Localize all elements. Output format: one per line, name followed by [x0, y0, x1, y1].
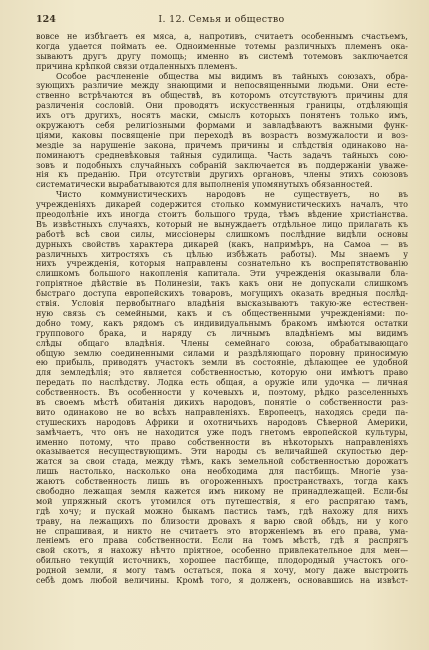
text-line: ею прибыль, приводятъ участокъ земли въ состояніе, дѣлающее ее удобной [36, 358, 408, 368]
text-line: ственно встрѣчаются въ обществѣ, въ которомъ отсутствуютъ причины для [36, 91, 408, 101]
text-line: причина крѣпкой связи отдаленныхъ племенъ. [36, 61, 238, 71]
text-line: общую землю соединенными силами и раздѣляющаго поровну приносимую [36, 348, 408, 358]
text-line: поминаютъ средневѣковыя тайныя судилища. Часть задачъ тайныхъ сою- [36, 150, 408, 160]
text-line: собственность. Въ особенности у кочевыхъ и, поэтому, рѣдко разселенныхъ [36, 388, 408, 398]
running-title: I. 12. Семья и общество [158, 14, 285, 25]
text-line: быстраго доступа европейскихъ товаровъ, могущихъ оказать вредныя послѣд- [36, 289, 408, 299]
text-line: ную связь съ семейными, какъ и съ общественными учрежденіями: по- [36, 308, 408, 318]
text-line: мой упряжный скотъ утомился отъ путешествія, я его распрягаю тамъ, [36, 496, 408, 506]
running-header [36, 14, 407, 28]
text-line: мездіе за нарушеніе закона, причемъ причины и слѣдствія одинаково на- [36, 140, 408, 150]
text-line: ціями, каковы посвященіе при переходѣ въ возрастъ возмужалости и воз- [36, 130, 408, 140]
page-number: 124 [36, 14, 56, 25]
text-line: вито одинаково не во всѣхъ направленіяхъ. Европеецъ, находясь среди па- [36, 407, 408, 417]
text-line: окружаютъ себя религіозными формами и завладѣваютъ важными функ- [36, 121, 408, 131]
text-line: лишь настолько, насколько она необходима для пастбищъ. Многіе уза- [36, 467, 408, 477]
text-line: когда удается поймать ее. Одноименные тотемы различныхъ племенъ ока- [36, 41, 408, 51]
text-line: ствія. Условія первобытнаго владѣнія высказываютъ такую-же естествен- [36, 299, 408, 309]
text-line: нихъ учрежденія, которыя направлены сознательно къ воспрепятствованію [36, 259, 408, 269]
text-line: свой скотъ, я нахожу нѣчто пріятное, особенно привлекательное для мен— [36, 546, 408, 556]
text-line: Особое расчлененіе общества мы видимъ въ тайныхъ союзахъ, обра- [56, 71, 408, 81]
text-line: стушескихъ народовъ Африки и охотничьихъ народовъ Сѣверной Америки, [36, 417, 408, 427]
text-line: не спрашивая, и никто не считаетъ это вторженіемъ въ его права, ума- [36, 526, 408, 536]
text-line: зываютъ другъ другу помощь; именно въ системѣ тотемовъ заключается [36, 51, 408, 61]
text-line: слѣды общаго владѣнія. Члены семейнаго союза, обрабатывающаго [36, 338, 408, 348]
text-line: оказывается несуществующимъ. Эти народы съ величайшей скупостью дер- [36, 447, 408, 457]
text-line: свободно лежащая земля кажется имъ никому не принадлежащей. Если-бы [36, 486, 408, 496]
text-line: передать по наслѣдству. Лодка есть общая, а оружіе или удочка — личная [36, 378, 408, 388]
text-line: систематически вырабатываются для выполненія упомянутыхъ обязанностей. [36, 180, 373, 190]
text-line: группового брака, и наряду съ личнымъ владѣніемъ мы видимъ [36, 328, 408, 338]
text-line: родной земли, я могу тамъ остаться, пока я хочу, могу даже выстроить [36, 566, 408, 576]
text-line: зовъ и подобныхъ случайныхъ собраній заключается въ поддержаніи уваже- [36, 160, 408, 170]
text-line: Въ извѣстныхъ случаяхъ, который не вынуждаетъ отдѣльное лицо прилагать къ [36, 219, 408, 229]
text-line: нія къ преданію. При отсутствіи другихъ органовъ, члены этихъ союзовъ [36, 170, 408, 180]
text-line: ихъ отъ другихъ, носятъ маски, смыслъ которыхъ понятенъ только имъ, [36, 111, 408, 121]
text-line: себѣ домъ любой величины. Кромѣ того, я долженъ, основавшись на извѣст- [36, 575, 408, 585]
text-line: слишкомъ большого накопленія капитала. Эти учрежденія оказывали бла- [36, 269, 408, 279]
text-line: леніемъ его права собственности. Если на томъ мѣстѣ, гдѣ я распрягъ [36, 536, 408, 546]
text-line: преодолѣніе ихъ иногда стоитъ большого труда, тѣмъ вѣдение христіанства. [36, 210, 408, 220]
text-line: для земледѣлія; это является собственностью, которую они имѣютъ право [36, 368, 408, 378]
text-line: учрежденіяхъ дикарей содержится столько коммунистическихъ началъ, что [36, 200, 408, 210]
text-line: Чисто коммунистическихъ народовъ не существуетъ, но въ [56, 190, 408, 200]
text-line: траву, на лежащихъ по близости дровахъ я варю свой обѣдъ, ни у кого [36, 516, 408, 526]
text-line: гопріятное дѣйствіе въ Полинезіи, такъ какъ они не допускали слишкомъ [36, 279, 408, 289]
text-line: замѣчаетъ, что онъ не находится уже подъ гнетомъ европейской культуры, [36, 427, 408, 437]
body-text [36, 32, 408, 586]
text-line: работѣ всѣ свои силы, миссіонеры слишкомъ послѣдние видѣли основы [36, 229, 408, 239]
text-line: различныхъ хитростяхъ съ цѣлью избѣжать работы). Мы знаемъ у [36, 249, 408, 259]
text-line: зующихъ различие между знающими и непосвященными людьми. Они есте- [36, 81, 408, 91]
text-line: вовсе не избѣгаетъ ея мяса, а, напротивъ, считаетъ особеннымъ счастьемъ, [36, 32, 408, 41]
text-line: дурныхъ свойствъ характера дикарей (какъ, напримѣръ, на Самоа — въ [36, 239, 408, 249]
text-line: различенія сословій. Они проводятъ искусственныя границы, отдѣляющія [36, 101, 408, 111]
text-line: жатся за свои стада, между тѣмъ, какъ земельной собственностью дорожатъ [36, 457, 408, 467]
text-line: въ своемъ мѣстѣ обитанія дикихъ народовъ, понятіе о собственности раз- [36, 397, 408, 407]
text-line: добно тому, какъ рядомъ съ индивидуальнымъ бракомъ имѣются остатки [36, 318, 408, 328]
text-line: гдѣ хочу; и пускай можно быкамъ пастись тамъ, гдѣ нахожу для нихъ [36, 506, 408, 516]
text-line: именно потому, что право собственности въ нѣкоторыхъ направленіяхъ [36, 437, 408, 447]
text-line: жаютъ собственность лишь въ огороженныхъ пространствахъ, тогда какъ [36, 477, 408, 487]
text-line: обильно текущій источникъ, хорошее пастбище, плодородный участокъ ого- [36, 556, 408, 566]
